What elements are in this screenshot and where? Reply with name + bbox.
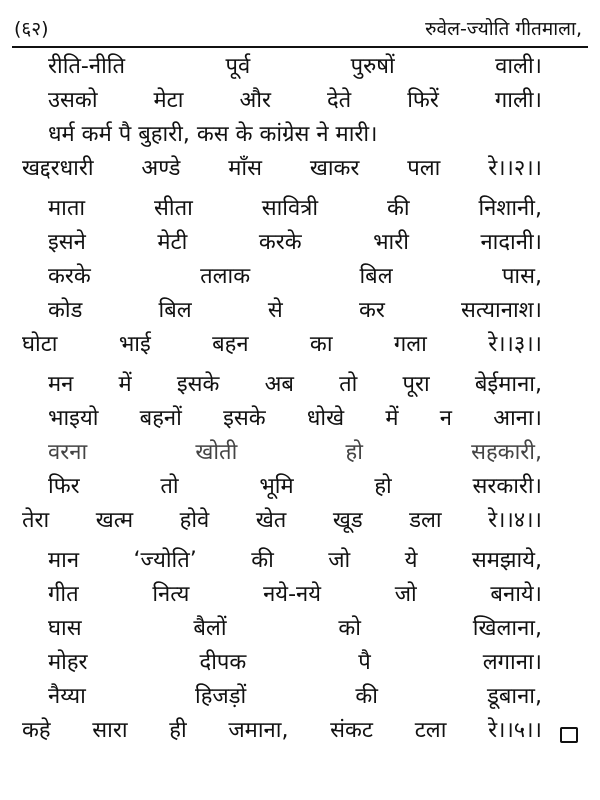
verse-word: जो (328, 548, 351, 573)
verse-word: खिलाना, (472, 616, 542, 641)
verse-word: डला (409, 508, 442, 533)
verse-word: रीति-नीति (48, 54, 126, 79)
verse-word: नये-नये (263, 582, 321, 607)
verse-word: गीत (48, 582, 79, 607)
verse-word: सहकारी, (471, 440, 542, 465)
verse-word: जो (394, 582, 417, 607)
verse-word: को (338, 616, 361, 641)
verse-word: देते (327, 88, 352, 113)
verse-word: पूर्व (225, 54, 251, 79)
verse-word: डूबाना, (487, 684, 542, 709)
verse-word: खूड (332, 508, 363, 533)
verse-word: मान (48, 548, 80, 573)
verse-word: धोखे (306, 406, 345, 431)
verse-line (48, 50, 542, 84)
verse-word: में (118, 372, 132, 397)
verse-word: इसके (176, 372, 220, 397)
verse-line (48, 294, 542, 328)
verse-line (48, 84, 542, 118)
page-header (14, 14, 582, 42)
page-number: (६२) (14, 18, 49, 40)
verse-word: मेटी (157, 230, 188, 255)
verse-word: तलाक (200, 264, 251, 289)
verse-line (48, 192, 542, 226)
verse-word: रे।।३।। (488, 332, 542, 357)
verse-word: की (386, 196, 410, 221)
verse-word: उसको (48, 88, 98, 113)
verse-word: भाई (118, 332, 151, 357)
verse-word: न (439, 406, 452, 431)
verse-word: बहनों (139, 406, 182, 431)
verse-word: आना। (493, 406, 542, 431)
verse-word: पै (358, 650, 371, 675)
verse-word: गाली। (494, 88, 542, 113)
verse-line (48, 368, 542, 402)
verse-refrain (22, 152, 542, 186)
verse-word: का (309, 332, 333, 357)
verse-word: लगाना। (482, 650, 542, 675)
header-divider (12, 46, 588, 48)
verse-word: से (267, 298, 283, 323)
verse-word: खेत (255, 508, 287, 533)
verse-refrain (22, 328, 542, 362)
verse-word: सीता (154, 196, 193, 221)
verse-word: कर (358, 298, 385, 323)
end-of-page-mark (560, 727, 578, 743)
verse-word: कहे (22, 718, 51, 743)
verse-word: पूरा (402, 372, 430, 397)
stanza-4 (22, 368, 542, 538)
verse-word: खद्दरधारी (22, 156, 94, 181)
verse-word: मन (48, 372, 74, 397)
verse-word: फिरें (407, 88, 439, 113)
verse-word: में (385, 406, 399, 431)
verse-word: सावित्री (261, 196, 319, 221)
verse-word: रे।।५।। (488, 718, 542, 743)
verse-refrain (22, 504, 542, 538)
verse-word: फिर (48, 474, 80, 499)
verse-word: ही (169, 718, 187, 743)
verse-word: सरकारी। (472, 474, 542, 499)
verse-word: बेईमाना, (474, 372, 542, 397)
verse-line: धर्म कर्म पै बुहारी, कस के कांग्रेस ने मारी। (48, 122, 378, 147)
verse-word: नादानी। (480, 230, 542, 255)
verse-word: भारी (373, 230, 409, 255)
stanza-3 (22, 192, 542, 362)
verse-word: मेटा (153, 88, 184, 113)
verse-word: हिजड़ों (195, 684, 247, 709)
verse-word: अण्डे (141, 156, 181, 181)
verse-word: निशानी, (478, 196, 542, 221)
verse-word: ‘ज्योति’ (133, 548, 197, 573)
verse-word: पास, (501, 264, 542, 289)
verse-line (48, 226, 542, 260)
verse-word: भूमि (259, 474, 294, 499)
verse-word: नित्य (152, 582, 190, 607)
verse-line (48, 436, 542, 470)
verse-line (48, 470, 542, 504)
verse-word: रे।।४।। (488, 508, 542, 533)
verse-word: बैलों (193, 616, 227, 641)
verse-word: इसने (48, 230, 86, 255)
verse-word: रे।।२।। (488, 156, 542, 181)
verse-word: टला (414, 718, 447, 743)
verse-word: पुरुषों (350, 54, 395, 79)
verse-word: वाली। (495, 54, 542, 79)
verse-word: तो (339, 372, 358, 397)
verse-word: इसके (223, 406, 266, 431)
verse-line (48, 544, 542, 578)
verse-word: बिल (359, 264, 393, 289)
verse-line (48, 260, 542, 294)
verse-word: समझाये, (471, 548, 542, 573)
verse-word: माँस (228, 156, 262, 181)
verse-word: अब (264, 372, 294, 397)
verse-word: खत्म (95, 508, 134, 533)
verse-word: संकट (330, 718, 374, 743)
verse-word: बिल (158, 298, 192, 323)
verse-word: माता (48, 196, 86, 221)
verse-word: भाइयो (48, 406, 99, 431)
verse-word: घास (48, 616, 82, 641)
verse-word: सत्यानाश। (461, 298, 542, 323)
verse-word: मोहर (48, 650, 88, 675)
verse-word: जमाना, (228, 718, 289, 743)
verse-word: दीपक (199, 650, 247, 675)
verse-word: खोती (195, 440, 238, 465)
verse-word: की (355, 684, 378, 709)
verse-word: हो (345, 440, 363, 465)
verse-line (48, 646, 542, 680)
verse-line (48, 402, 542, 436)
stanza-5 (22, 544, 542, 748)
song-verses (22, 50, 542, 754)
verse-word: तो (160, 474, 179, 499)
book-title: रुवेल-ज्योति गीतमाला, (425, 18, 582, 40)
verse-word: कोड (48, 298, 83, 323)
verse-word: घोटा (22, 332, 58, 357)
verse-word: बहन (212, 332, 249, 357)
verse-word: खाकर (309, 156, 360, 181)
verse-word: पला (407, 156, 441, 181)
verse-word: करके (48, 264, 91, 289)
verse-word: की (251, 548, 274, 573)
verse-word: हो (374, 474, 392, 499)
verse-word: बनाये। (490, 582, 542, 607)
verse-word: सारा (92, 718, 128, 743)
verse-word: नैय्या (48, 684, 86, 709)
verse-word: करके (258, 230, 302, 255)
verse-line (48, 612, 542, 646)
verse-word: वरना (48, 440, 88, 465)
verse-word: गला (393, 332, 427, 357)
verse-line (48, 578, 542, 612)
stanza-2 (22, 50, 542, 186)
verse-word: होवे (179, 508, 210, 533)
verse-word: और (239, 88, 271, 113)
verse-word: तेरा (22, 508, 50, 533)
verse-refrain (22, 714, 542, 748)
verse-word: ये (404, 548, 418, 573)
verse-line (48, 680, 542, 714)
